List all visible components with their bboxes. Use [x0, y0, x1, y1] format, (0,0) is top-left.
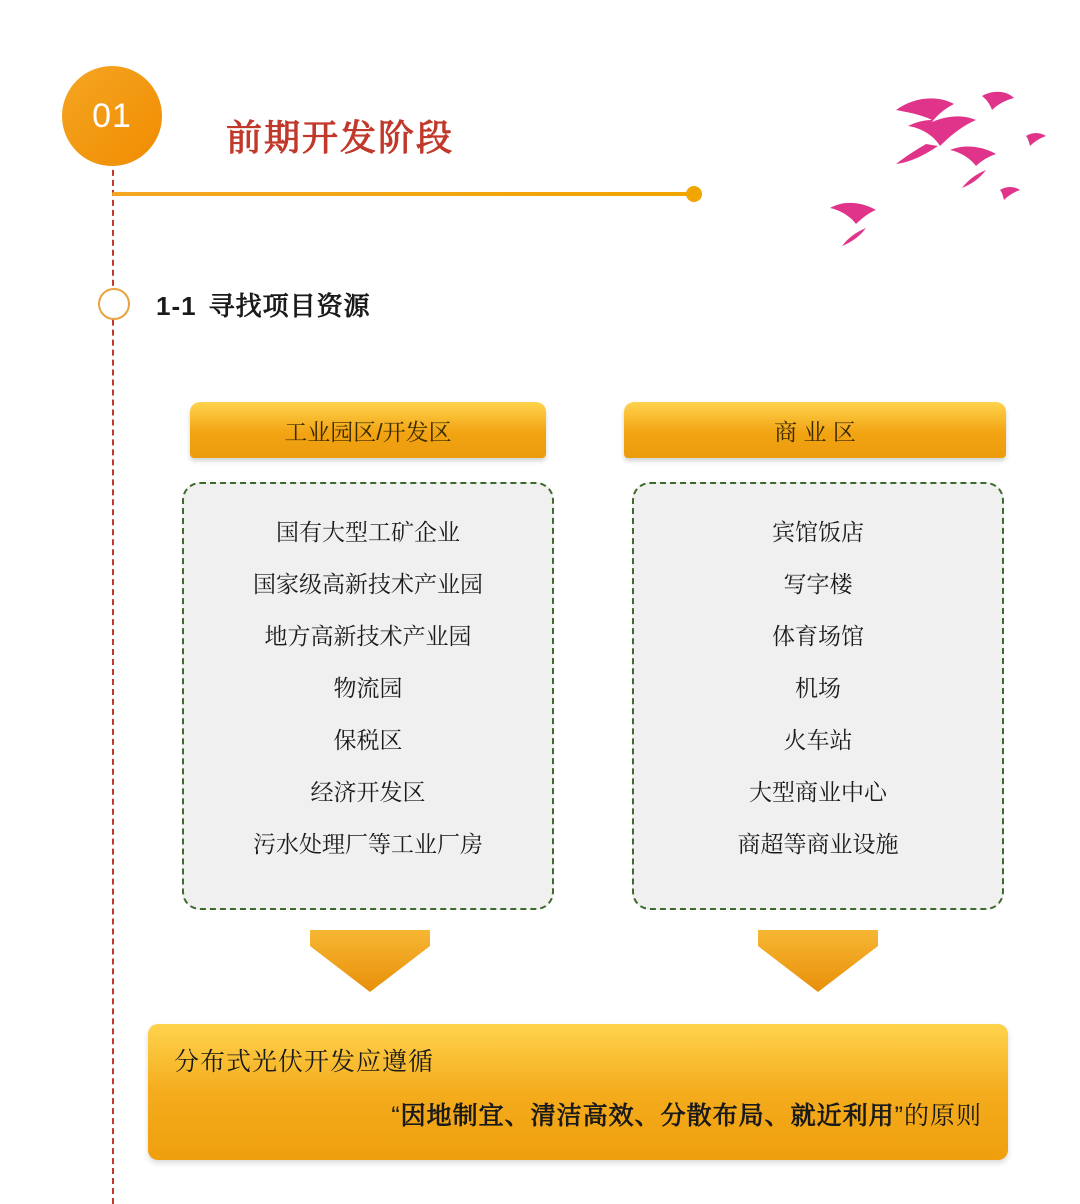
column-header-industrial: 工业园区/开发区 [190, 402, 546, 458]
down-chevron-icon-left [310, 930, 430, 997]
column-header-commercial: 商 业 区 [624, 402, 1006, 458]
page-title: 前期开发阶段 [226, 117, 455, 158]
list-item: 写字楼 [783, 571, 853, 597]
step-number-badge: 01 [62, 66, 162, 166]
column-box-industrial [182, 482, 554, 910]
subsection-title: 寻找项目资源 [208, 291, 371, 321]
column-box-commercial [632, 482, 1004, 910]
conclusion-banner [148, 1024, 1008, 1160]
banner-quote-open: “ [391, 1102, 401, 1130]
list-item: 国有大型工矿企业 [276, 519, 460, 545]
banner-quote-close: ”的原则 [894, 1102, 982, 1130]
list-item: 商超等商业设施 [737, 831, 899, 857]
title-underline [112, 192, 696, 196]
list-item: 经济开发区 [310, 779, 426, 805]
list-item: 国家级高新技术产业园 [253, 571, 483, 597]
list-item: 大型商业中心 [749, 779, 887, 805]
list-item: 机场 [795, 675, 841, 701]
list-item: 地方高新技术产业园 [264, 623, 472, 649]
flying-birds-icon [700, 50, 1080, 300]
list-item: 火车站 [783, 727, 853, 753]
banner-line-2 [174, 1096, 982, 1132]
title-underline-dot [686, 186, 702, 202]
list-item: 污水处理厂等工业厂房 [253, 831, 483, 857]
timeline-ring-marker [98, 288, 130, 320]
subsection-number: 1-1 [156, 291, 197, 321]
list-item: 宾馆饭店 [772, 519, 864, 545]
banner-line-1: 分布式光伏开发应遵循 [174, 1048, 435, 1076]
list-item: 物流园 [333, 675, 403, 701]
list-item: 保税区 [333, 727, 403, 753]
banner-principle-text: 因地制宜、清洁高效、分散布局、就近利用 [400, 1102, 895, 1130]
down-chevron-icon-right [758, 930, 878, 997]
subsection-heading [156, 286, 371, 323]
list-item: 体育场馆 [772, 623, 864, 649]
